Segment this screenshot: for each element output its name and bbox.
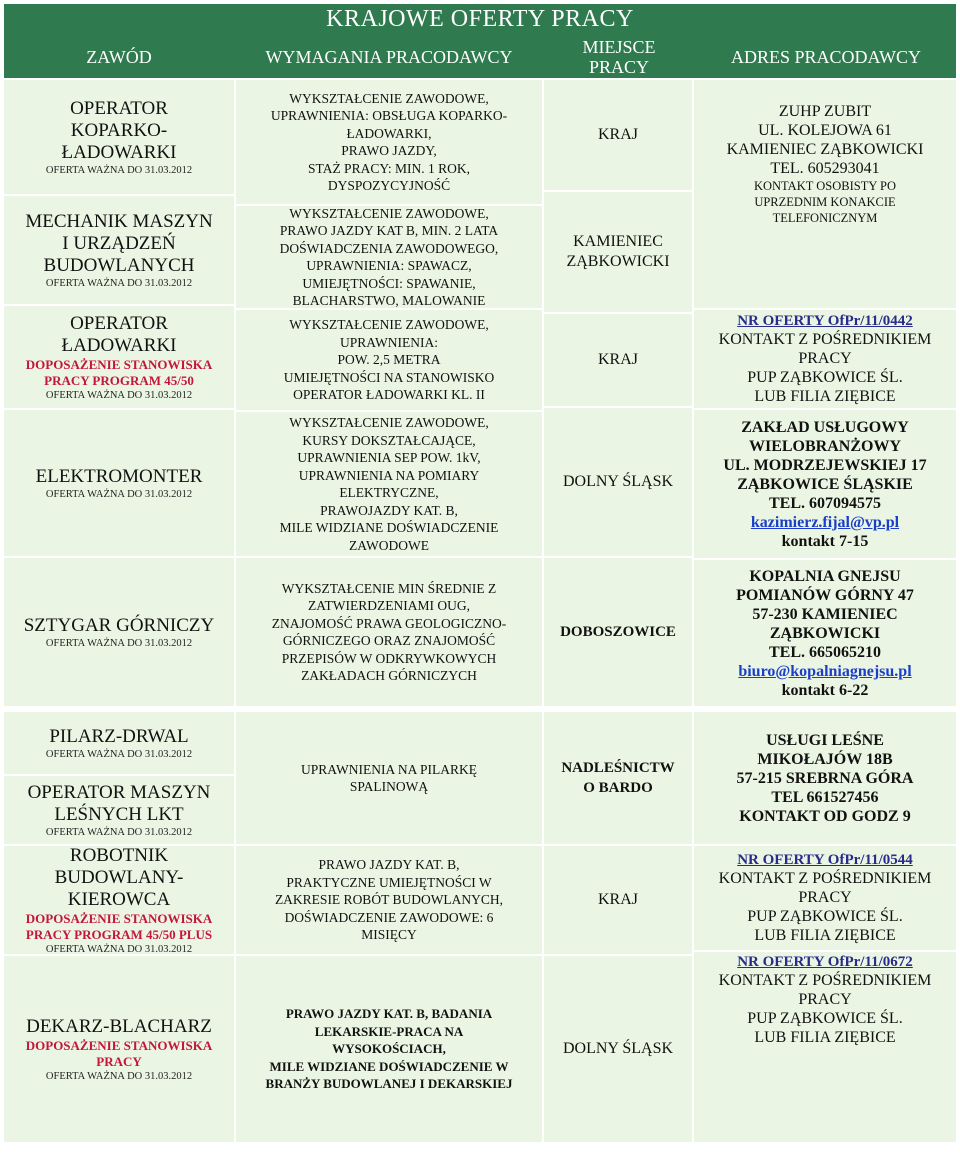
job-title: ŁADOWARKI [61, 141, 177, 163]
address-line: ZAKŁAD USŁUGOWY [741, 418, 909, 436]
offer-number-link[interactable]: NR OFERTY OfPr/11/0442 [737, 312, 913, 329]
address-line: PUP ZĄBKOWICE ŚL. [747, 907, 903, 925]
job-title: KIEROWCA [67, 888, 171, 910]
address-line: ZĄBKOWICKI [769, 624, 881, 642]
work-place: O BARDO [583, 780, 653, 796]
address-line: TEL 661527456 [771, 788, 879, 806]
requirements-cell [236, 558, 542, 706]
email-link[interactable]: kazimierz.fijal@vp.pl [750, 513, 900, 531]
requirement-line: PRAWO JAZDY KAT. B, [318, 857, 460, 873]
requirement-line: MILE WIDZIANE DOŚWIADCZENIE [279, 520, 499, 535]
requirement-line: UMIEJĘTNOŚCI: SPAWANIE, [302, 275, 476, 291]
address-line: KONTAKT OD GODZ 9 [739, 807, 911, 825]
program-note: PRACY PROGRAM 45/50 PLUS [25, 926, 213, 942]
requirement-line: MISIĘCY [361, 927, 417, 943]
requirement-line: UPRAWNIENIA NA POMIARY [298, 467, 480, 483]
job-title: PILARZ-DRWAL [49, 725, 189, 747]
requirement-line: STAŻ PRACY: MIN. 1 ROK, [308, 160, 470, 176]
work-place: KRAJ [597, 351, 638, 368]
address-cell [694, 410, 956, 558]
address-line: PUP ZĄBKOWICE ŚL. [747, 368, 903, 386]
requirement-line: UPRAWNIENIA: OBSŁUGA KOPARKO- [270, 108, 508, 123]
address-cell [694, 560, 956, 706]
requirement-line: GÓRNICZEGO ORAZ ZNAJOMOŚĆ [282, 633, 496, 648]
address-line: UL. KOLEJOWA 61 [758, 122, 892, 139]
address-line: LUB FILIA ZIĘBICE [754, 387, 896, 405]
address-cell [694, 80, 956, 308]
requirements-cell [236, 412, 542, 556]
place-cell [544, 712, 692, 844]
offer-validity: OFERTA WAŻNA DO 31.03.2012 [45, 943, 193, 955]
contact-hours: kontakt 6-22 [781, 681, 869, 699]
address-line: KONTAKT Z POŚREDNIKIEM [718, 972, 932, 989]
offer-validity: OFERTA WAŻNA DO 31.03.2012 [45, 637, 193, 649]
requirement-line: POW. 2,5 METRA [337, 352, 441, 368]
place-cell [544, 192, 692, 312]
address-cell [694, 952, 956, 1142]
requirements-cell [236, 206, 542, 308]
offer-validity: OFERTA WAŻNA DO 31.03.2012 [45, 488, 193, 500]
job-title: KOPARKO- [70, 119, 168, 141]
requirements-cell [236, 712, 542, 844]
column-header-zawod: ZAWÓD [86, 47, 152, 67]
contact-note: KONTAKT OSOBISTY PO [753, 179, 897, 193]
program-note: PRACY [96, 1053, 142, 1069]
requirement-line: DOŚWIADCZENIE ZAWODOWE: 6 [284, 909, 494, 925]
table-header [4, 4, 956, 78]
place-cell [544, 846, 692, 954]
requirements-cell [236, 310, 542, 410]
address-line: LUB FILIA ZIĘBICE [754, 1029, 896, 1046]
address-cell [694, 310, 956, 408]
job-title: MECHANIK MASZYN [25, 210, 213, 232]
requirement-line: UPRAWNIENIA: [340, 334, 438, 350]
address-line: PRACY [798, 991, 852, 1008]
program-note: DOPOSAŻENIE STANOWISKA [25, 1037, 213, 1053]
program-note: DOPOSAŻENIE STANOWISKA [25, 356, 213, 372]
requirement-line: ZAKŁADACH GÓRNICZYCH [301, 668, 477, 683]
offer-number-link[interactable]: NR OFERTY OfPr/11/0672 [737, 954, 913, 970]
address-line: USŁUGI LEŚNE [766, 731, 884, 749]
job-cell [4, 956, 234, 1142]
email-link[interactable]: biuro@kopalniagnejsu.pl [738, 662, 912, 680]
requirement-line: UMIEJĘTNOŚCI NA STANOWISKO [283, 369, 495, 385]
work-place: NADLEŚNICTW [561, 760, 675, 776]
column-header-miejsce: MIEJSCE PRACY [582, 37, 656, 77]
requirement-line: SPALINOWĄ [349, 779, 429, 794]
program-note: DOPOSAŻENIE STANOWISKA [25, 910, 213, 926]
offer-validity: OFERTA WAŻNA DO 31.03.2012 [45, 748, 193, 760]
job-title: ŁADOWARKI [61, 334, 177, 356]
job-title: OPERATOR [70, 97, 168, 119]
requirement-line: LEKARSKIE-PRACA NA [314, 1023, 464, 1039]
address-line: PRACY [798, 349, 852, 367]
job-title: OPERATOR MASZYN [27, 781, 211, 803]
address-line: 57-215 SREBRNA GÓRA [736, 769, 914, 787]
requirement-line: WYSOKOŚCIACH, [332, 1041, 446, 1057]
job-cell [4, 846, 234, 954]
address-line: TEL. 665065210 [768, 643, 881, 661]
requirement-line: UPRAWNIENIA: SPAWACZ, [306, 258, 472, 273]
requirement-line: ZAKRESIE ROBÓT BUDOWLANYCH, [274, 892, 504, 908]
address-line: MIKOŁAJÓW 18B [757, 750, 893, 768]
requirement-line: PRAKTYCZNE UMIEJĘTNOŚCI W [286, 874, 492, 890]
job-cell [4, 712, 234, 774]
offer-validity: OFERTA WAŻNA DO 31.03.2012 [45, 826, 193, 838]
requirement-line: WYKSZTAŁCENIE ZAWODOWE, [289, 317, 489, 333]
requirement-line: PRZEPISÓW W ODKRYWKOWYCH [281, 650, 497, 666]
requirement-line: BLACHARSTWO, MALOWANIE [292, 293, 486, 308]
job-title: DEKARZ-BLACHARZ [26, 1015, 212, 1037]
address-line: ZUHP ZUBIT [778, 103, 872, 120]
requirements-cell [236, 846, 542, 954]
work-place: KRAJ [597, 126, 638, 143]
requirement-line: ZAWODOWE [349, 537, 429, 553]
address-line: PUP ZĄBKOWICE ŚL. [747, 1010, 903, 1027]
job-cell [4, 410, 234, 556]
address-cell [694, 712, 956, 844]
job-cell [4, 306, 234, 408]
place-cell [544, 558, 692, 706]
column-header-adres: ADRES PRACODAWCY [730, 47, 922, 67]
column-header-wymagania: WYMAGANIA PRACODAWCY [265, 47, 513, 67]
place-cell [544, 314, 692, 406]
address-line: KAMIENIEC ZĄBKOWICKI [726, 141, 924, 158]
place-cell [544, 956, 692, 1142]
offer-validity: OFERTA WAŻNA DO 31.03.2012 [45, 164, 193, 176]
requirement-line: DYSPOZYCYJNOŚĆ [327, 178, 451, 193]
offer-validity: OFERTA WAŻNA DO 31.03.2012 [45, 1070, 193, 1082]
address-line: KONTAKT Z POŚREDNIKIEM [718, 330, 932, 348]
job-title: I URZĄDZEŃ [62, 232, 176, 254]
contact-note: UPRZEDNIM KONAKCIE [754, 195, 896, 209]
job-title: LEŚNYCH LKT [54, 803, 184, 825]
requirement-line: WYKSZTAŁCENIE ZAWODOWE, [289, 415, 489, 430]
job-title: ELEKTROMONTER [35, 465, 203, 487]
work-place: DOBOSZOWICE [560, 624, 676, 640]
program-note: PRACY PROGRAM 45/50 [44, 372, 194, 388]
address-line: 57-230 KAMIENIEC [752, 605, 898, 623]
address-line: PRACY [798, 888, 852, 906]
page-title: KRAJOWE OFERTY PRACY [326, 6, 634, 32]
address-cell [694, 846, 956, 950]
address-line: POMIANÓW GÓRNY 47 [736, 586, 914, 604]
address-line: KONTAKT Z POŚREDNIKIEM [718, 869, 932, 887]
work-place: ZĄBKOWICKI [566, 253, 670, 270]
job-title: ROBOTNIK [69, 844, 169, 866]
place-cell [544, 408, 692, 556]
address-line: WIELOBRANŻOWY [748, 437, 902, 455]
job-title: OPERATOR [70, 312, 168, 334]
requirement-line: PRAWO JAZDY KAT. B, BADANIA [285, 1006, 493, 1022]
requirement-line: PRAWO JAZDY, [341, 143, 437, 158]
work-place: DOLNY ŚLĄSK [562, 1040, 674, 1057]
requirement-line: KURSY DOKSZTAŁCAJĄCE, [302, 432, 476, 448]
requirement-line: OPERATOR ŁADOWARKI KL. II [293, 387, 485, 403]
place-cell [544, 80, 692, 190]
job-cell [4, 558, 234, 706]
requirement-line: UPRAWNIENIA NA PILARKĘ [301, 761, 477, 777]
requirement-line: PRAWO JAZDY KAT B, MIN. 2 LATA [279, 223, 499, 238]
job-title: BUDOWLANY- [54, 866, 184, 888]
job-cell [4, 196, 234, 304]
requirement-line: ZNAJOMOŚĆ PRAWA GEOLOGICZNO- [271, 615, 507, 631]
work-place: KAMIENIEC [573, 233, 663, 250]
requirement-line: PRAWOJAZDY KAT. B, [320, 502, 458, 518]
address-line: LUB FILIA ZIĘBICE [754, 926, 896, 944]
address-line: KOPALNIA GNEJSU [749, 567, 901, 585]
job-title: BUDOWLANYCH [43, 254, 195, 276]
address-line: UL. MODRZEJEWSKIEJ 17 [723, 456, 927, 474]
contact-note: TELEFONICZNYM [772, 211, 878, 225]
job-cell [4, 80, 234, 194]
job-title: SZTYGAR GÓRNICZY [23, 614, 215, 636]
contact-hours: kontakt 7-15 [781, 532, 869, 550]
requirement-line: ŁADOWARKI, [346, 125, 432, 141]
requirement-line: MILE WIDZIANE DOŚWIADCZENIE W [269, 1058, 509, 1074]
requirement-line: BRANŻY BUDOWLANEJ I DEKARSKIEJ [265, 1076, 513, 1092]
requirement-line: DOŚWIADCZENIA ZAWODOWEGO, [279, 240, 499, 256]
requirement-line: ELEKTRYCZNE, [339, 485, 439, 500]
offer-validity: OFERTA WAŻNA DO 31.03.2012 [45, 389, 193, 401]
job-cell [4, 776, 234, 844]
address-line: TEL. 607094575 [768, 494, 881, 512]
offer-validity: OFERTA WAŻNA DO 31.03.2012 [45, 277, 193, 289]
offer-number-link[interactable]: NR OFERTY OfPr/11/0544 [737, 851, 913, 868]
requirements-cell [236, 956, 542, 1142]
requirement-line: WYKSZTAŁCENIE ZAWODOWE, [289, 205, 489, 221]
requirement-line: UPRAWNIENIA SEP POW. 1kV, [297, 450, 481, 465]
requirement-line: ZATWIERDZENIAMI OUG, [308, 598, 470, 613]
requirement-line: WYKSZTAŁCENIE ZAWODOWE, [289, 90, 489, 106]
address-line: ZĄBKOWICE ŚLĄSKIE [737, 475, 913, 493]
work-place: KRAJ [597, 891, 638, 908]
requirements-cell [236, 80, 542, 204]
requirement-line: WYKSZTAŁCENIE MIN ŚREDNIE Z [281, 580, 497, 596]
address-line: TEL. 605293041 [770, 160, 880, 177]
work-place: DOLNY ŚLĄSK [562, 473, 674, 490]
